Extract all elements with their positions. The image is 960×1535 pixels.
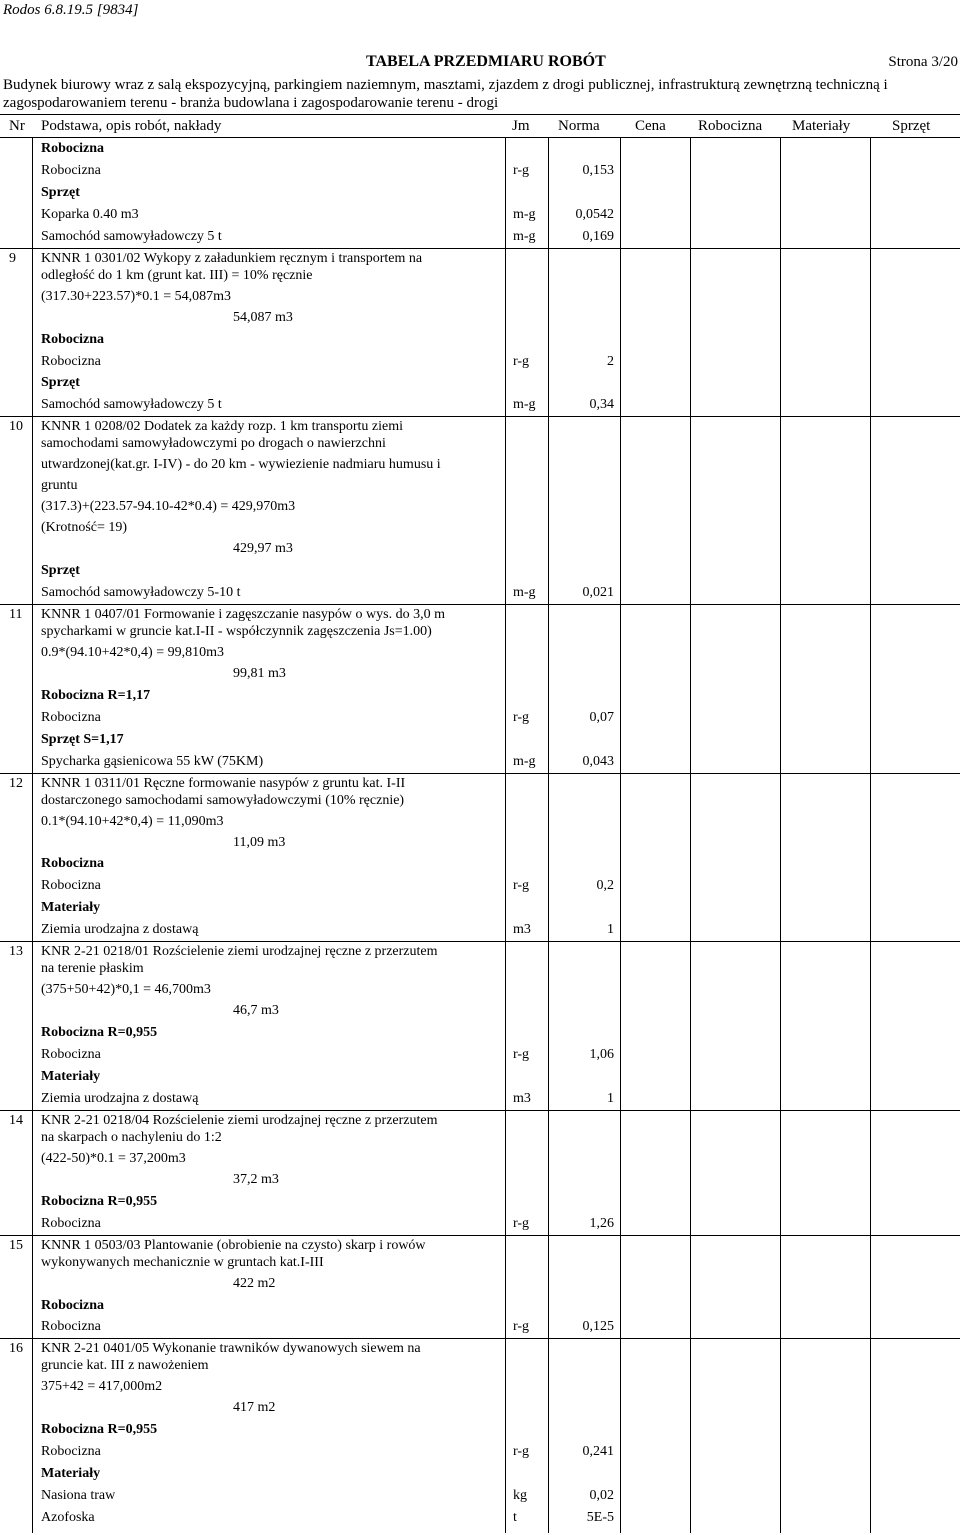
quantity-result: 99,81 m3	[233, 665, 286, 681]
resource-unit: r-g	[513, 353, 530, 369]
header-top-rule	[0, 114, 960, 115]
resource-category: Materiały	[41, 1466, 101, 1482]
project-subtitle-line1: Budynek biurowy wraz z salą ekspozycyjną, parkingiem naziemnym, masztami, zjazdem z drogi publicznej, infrastrukturą zewnętrzną techniczną i	[3, 77, 888, 93]
col-header-cena: Cena	[635, 118, 666, 134]
resource-category: Robocizna	[41, 331, 104, 347]
resource-norm: 0,021	[582, 585, 614, 601]
description-line: na skarpach o nachyleniu do 1:2	[41, 1129, 222, 1145]
resource-unit: m-g	[513, 585, 536, 601]
position-description: KNNR 1 0503/03 Plantowanie (obrobienie na czysto) skarp i rowów	[41, 1237, 426, 1253]
app-version: Rodos 6.8.19.5 [9834]	[3, 2, 139, 18]
col-header-jm: Jm	[512, 118, 530, 134]
resource-name: Robocizna	[41, 353, 101, 369]
description-line: (422-50)*0.1 = 37,200m3	[41, 1150, 186, 1166]
position-number: 12	[9, 775, 23, 791]
resource-unit: t	[513, 1510, 517, 1526]
description-line: 0.9*(94.10+42*0,4) = 99,810m3	[41, 644, 225, 660]
resource-name: Robocizna	[41, 162, 101, 178]
resource-name: Ziemia urodzajna z dostawą	[41, 922, 199, 938]
resource-norm: 5E-5	[586, 1510, 614, 1526]
position-number: 14	[9, 1112, 23, 1128]
resource-norm: 2	[607, 353, 614, 369]
project-subtitle-line2: zagospodarowaniem terenu - branża budowlana i zagospodarowanie terenu - drogi	[3, 95, 499, 111]
resource-name: Samochód samowyładowczy 5 t	[41, 397, 222, 413]
resource-norm: 0,0542	[575, 206, 614, 222]
quantity-result: 422 m2	[233, 1275, 276, 1291]
description-line: spycharkami w gruncie kat.I-II - współczynnik zagęszczenia Js=1.00)	[41, 623, 432, 639]
position-description: KNR 2-21 0218/04 Rozścielenie ziemi urodzajnej ręczne z przerzutem	[41, 1112, 438, 1128]
col-header-sprzet: Sprzęt	[892, 118, 931, 134]
resource-norm: 0,2	[596, 878, 614, 894]
page-number: Strona 3/20	[888, 54, 958, 70]
resource-unit: r-g	[513, 162, 530, 178]
resource-name: Koparka 0.40 m3	[41, 206, 139, 222]
resource-name: Robocizna	[41, 1444, 101, 1460]
position-description: KNNR 1 0407/01 Formowanie i zagęszczanie nasypów o wys. do 3,0 m	[41, 606, 445, 622]
quantity-result: 46,7 m3	[233, 1003, 279, 1019]
resource-unit: r-g	[513, 1444, 530, 1460]
resource-unit: m-g	[513, 228, 536, 244]
resource-norm: 0,241	[582, 1444, 614, 1460]
position-separator	[0, 604, 960, 605]
position-description: KNR 2-21 0401/05 Wykonanie trawników dywanowych siewem na	[41, 1341, 421, 1357]
description-line: odległość do 1 km (grunt kat. III) = 10% ręcznie	[41, 267, 313, 283]
document-title: TABELA PRZEDMIARU ROBÓT	[366, 53, 606, 70]
resource-unit: r-g	[513, 1319, 530, 1335]
resource-name: Samochód samowyładowczy 5 t	[41, 228, 222, 244]
description-line: (375+50+42)*0,1 = 46,700m3	[41, 982, 211, 998]
resource-unit: r-g	[513, 1215, 530, 1231]
column-divider	[505, 137, 506, 1533]
resource-norm: 0,169	[582, 228, 614, 244]
description-line: (317.30+223.57)*0.1 = 54,087m3	[41, 288, 232, 304]
quantity-result: 429,97 m3	[233, 541, 293, 557]
resource-norm: 0,34	[589, 397, 614, 413]
column-divider	[548, 137, 549, 1533]
resource-name: Robocizna	[41, 1319, 101, 1335]
position-description: KNNR 1 0208/02 Dodatek za każdy rozp. 1 km transportu ziemi	[41, 419, 403, 435]
quantity-result: 54,087 m3	[233, 309, 293, 325]
quantity-result: 417 m2	[233, 1400, 276, 1416]
description-line: 0.1*(94.10+42*0,4) = 11,090m3	[41, 813, 224, 829]
col-header-norma: Norma	[558, 118, 600, 134]
position-separator	[0, 1338, 960, 1339]
resource-name: Azofoska	[41, 1510, 95, 1526]
position-description: KNNR 1 0301/02 Wykopy z załadunkiem ręcznym i transportem na	[41, 250, 423, 266]
resource-unit: kg	[513, 1488, 527, 1504]
resource-unit: m-g	[513, 397, 536, 413]
position-separator	[0, 248, 960, 249]
resource-name: Samochód samowyładowczy 5-10 t	[41, 585, 241, 601]
position-separator	[0, 1110, 960, 1111]
resource-category: Sprzęt S=1,17	[41, 731, 124, 747]
resource-unit: m-g	[513, 753, 536, 769]
resource-norm: 1	[607, 922, 614, 938]
description-line: (317.3)+(223.57-94.10-42*0.4) = 429,970m3	[41, 499, 296, 515]
position-description: KNNR 1 0311/01 Ręczne formowanie nasypów z gruntu kat. I-II	[41, 775, 406, 791]
resource-unit: m3	[513, 922, 531, 938]
resource-category: Robocizna	[41, 141, 104, 156]
resource-category: Robocizna	[41, 1297, 104, 1313]
resource-category: Materiały	[41, 1068, 101, 1084]
description-line: samochodami samowyładowczymi po drogach o nawierzchni	[41, 436, 386, 452]
description-line: wykonywanych mechanicznie w gruntach kat.I-III	[41, 1254, 324, 1270]
col-header-nr: Nr	[9, 118, 25, 134]
resource-category: Sprzęt	[41, 375, 80, 391]
resource-name: Robocizna	[41, 1215, 101, 1231]
resource-name: Robocizna	[41, 1047, 101, 1063]
description-line: na terenie płaskim	[41, 961, 144, 977]
header-bottom-rule	[0, 137, 960, 138]
column-divider	[620, 137, 621, 1533]
resource-name: Robocizna	[41, 709, 101, 725]
col-header-desc: Podstawa, opis robót, nakłady	[41, 118, 222, 134]
resource-norm: 1	[607, 1090, 614, 1106]
position-description: KNR 2-21 0218/01 Rozścielenie ziemi urodzajnej ręczne z przerzutem	[41, 944, 438, 960]
resource-norm: 0,02	[589, 1488, 614, 1504]
column-divider	[780, 137, 781, 1533]
resource-category: Robocizna R=0,955	[41, 1193, 158, 1209]
resource-category: Sprzęt	[41, 563, 80, 579]
position-number: 11	[9, 606, 23, 622]
position-separator	[0, 416, 960, 417]
resource-name: Robocizna	[41, 878, 101, 894]
resource-unit: m3	[513, 1090, 531, 1106]
resource-category: Materiały	[41, 900, 101, 916]
resource-category: Robocizna R=1,17	[41, 687, 151, 703]
resource-category: Robocizna R=0,955	[41, 1025, 158, 1041]
position-number: 10	[9, 419, 23, 435]
resource-category: Sprzęt	[41, 184, 80, 200]
position-number: 15	[9, 1237, 23, 1253]
position-number: 9	[9, 250, 16, 266]
resource-unit: r-g	[513, 709, 530, 725]
resource-unit: r-g	[513, 878, 530, 894]
col-header-materialy: Materiały	[792, 118, 851, 134]
resource-norm: 0,043	[582, 753, 614, 769]
resource-norm: 1,06	[589, 1047, 614, 1063]
column-divider	[870, 137, 871, 1533]
resource-norm: 0,125	[582, 1319, 614, 1335]
position-separator	[0, 1235, 960, 1236]
resource-name: Ziemia urodzajna z dostawą	[41, 1090, 199, 1106]
position-number: 13	[9, 944, 23, 960]
position-separator	[0, 941, 960, 942]
column-divider	[32, 137, 33, 1533]
resource-name: Nasiona traw	[41, 1488, 116, 1504]
description-line: gruntu	[41, 478, 78, 494]
resource-norm: 1,26	[589, 1215, 614, 1231]
resource-unit: r-g	[513, 1047, 530, 1063]
description-line: dostarczonego samochodami samowyładowczymi (10% ręcznie)	[41, 792, 405, 808]
resource-norm: 0,07	[589, 709, 614, 725]
resource-category: Robocizna	[41, 856, 104, 872]
resource-norm: 0,153	[582, 162, 614, 178]
position-separator	[0, 773, 960, 774]
resource-category: Robocizna R=0,955	[41, 1422, 158, 1438]
position-number: 16	[9, 1341, 23, 1357]
quantity-result: 11,09 m3	[233, 834, 286, 850]
description-line: (Krotność= 19)	[41, 520, 128, 536]
description-line: 375+42 = 417,000m2	[41, 1379, 163, 1395]
resource-name: Spycharka gąsienicowa 55 kW (75KM)	[41, 753, 264, 769]
description-line: gruncie kat. III z nawożeniem	[41, 1358, 209, 1374]
column-divider	[690, 137, 691, 1533]
resource-unit: m-g	[513, 206, 536, 222]
quantity-result: 37,2 m3	[233, 1171, 279, 1187]
col-header-robocizna: Robocizna	[698, 118, 763, 134]
description-line: utwardzonej(kat.gr. I-IV) - do 20 km - wywiezienie nadmiaru humusu i	[41, 457, 441, 473]
